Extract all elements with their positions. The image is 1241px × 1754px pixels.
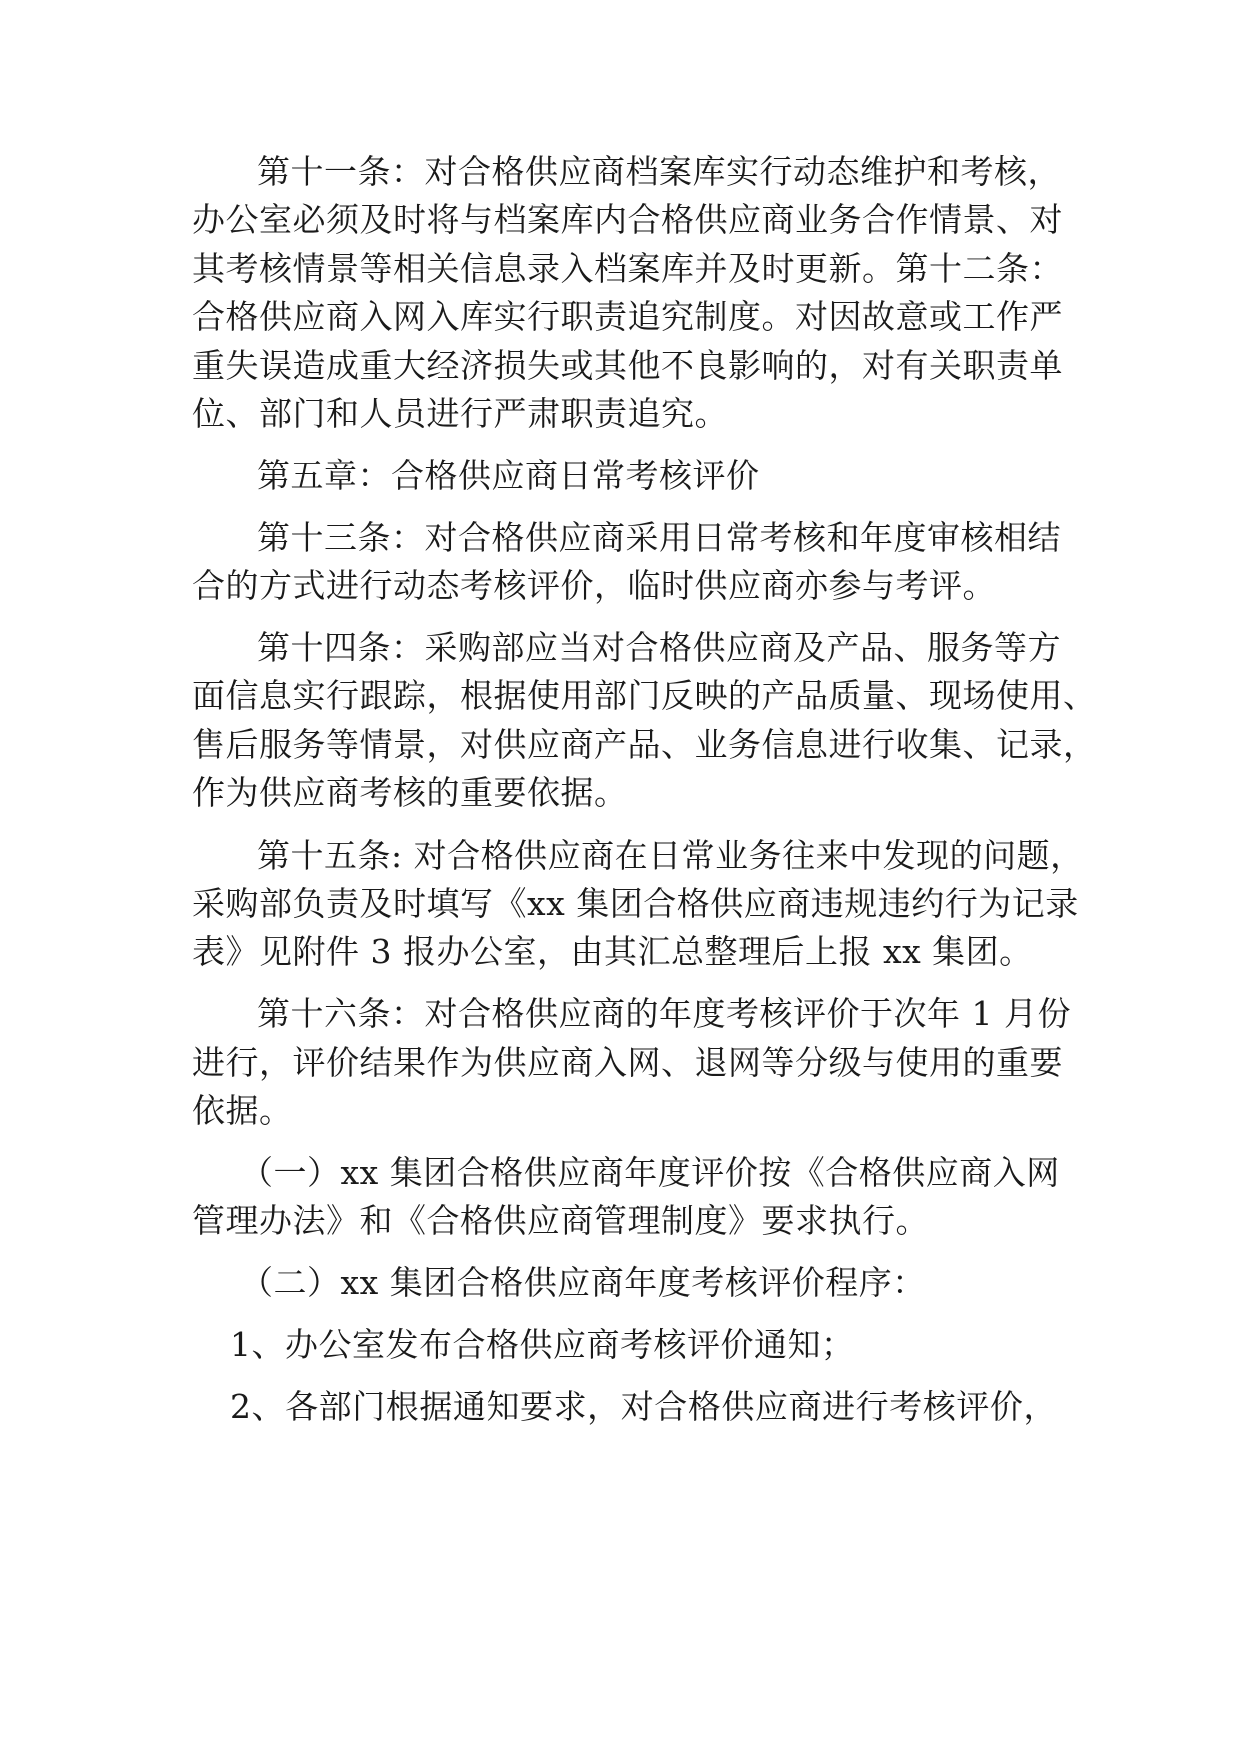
article-12-line-1: 合格供应商入网入库实行职责追究制度。对因故意或工作严 [192,297,1063,336]
article-13-line-2: 合的方式进行动态考核评价，临时供应商亦参与考评。 [192,566,996,605]
article-14-line-4: 作为供应商考核的重要依据。 [192,773,628,812]
article-14-line-2: 面信息实行跟踪，根据使用部门反映的产品质量、现场使用、 [192,676,1097,715]
step-2: 2、各部门根据通知要求，对合格供应商进行考核评价， [230,1387,1057,1426]
article-15-line-1: 第十五条: 对合格供应商在日常业务往来中发现的问题， [257,836,1084,875]
chapter-5-heading: 第五章：合格供应商日常考核评价 [257,456,760,495]
step-1: 1、办公室发布合格供应商考核评价通知； [230,1325,855,1364]
article-13-line-1: 第十三条：对合格供应商采用日常考核和年度审核相结 [257,518,1061,557]
article-16-line-3: 依据。 [192,1091,293,1130]
article-12-line-3: 位、部门和人员进行严肃职责追究。 [192,394,728,433]
article-12-line-2: 重失误造成重大经济损失或其他不良影响的，对有关职责单 [192,346,1063,385]
item-1-line-2: 管理办法》和《合格供应商管理制度》要求执行。 [192,1201,929,1240]
item-2-heading: （二）xx 集团合格供应商年度考核评价程序： [240,1263,926,1302]
article-14-line-1: 第十四条：采购部应当对合格供应商及产品、服务等方 [257,628,1061,667]
article-11-line-3: 其考核情景等相关信息录入档案库并及时更新。第十二条： [192,249,1063,288]
article-16-line-1: 第十六条：对合格供应商的年度考核评价于次年 1 月份 [257,994,1071,1033]
article-16-line-2: 进行，评价结果作为供应商入网、退网等分级与使用的重要 [192,1043,1063,1082]
article-11-line-1: 第十一条：对合格供应商档案库实行动态维护和考核， [257,152,1061,191]
article-15-line-2: 采购部负责及时填写《xx 集团合格供应商违规违约行为记录 [192,884,1079,923]
article-11-line-2: 办公室必须及时将与档案库内合格供应商业务合作情景、对 [192,200,1063,239]
article-14-line-3: 售后服务等情景，对供应商产品、业务信息进行收集、记录， [192,725,1097,764]
item-1-line-1: （一）xx 集团合格供应商年度评价按《合格供应商入网 [240,1153,1060,1192]
article-15-line-3: 表》见附件 3 报办公室，由其汇总整理后上报 xx 集团。 [192,932,1033,971]
